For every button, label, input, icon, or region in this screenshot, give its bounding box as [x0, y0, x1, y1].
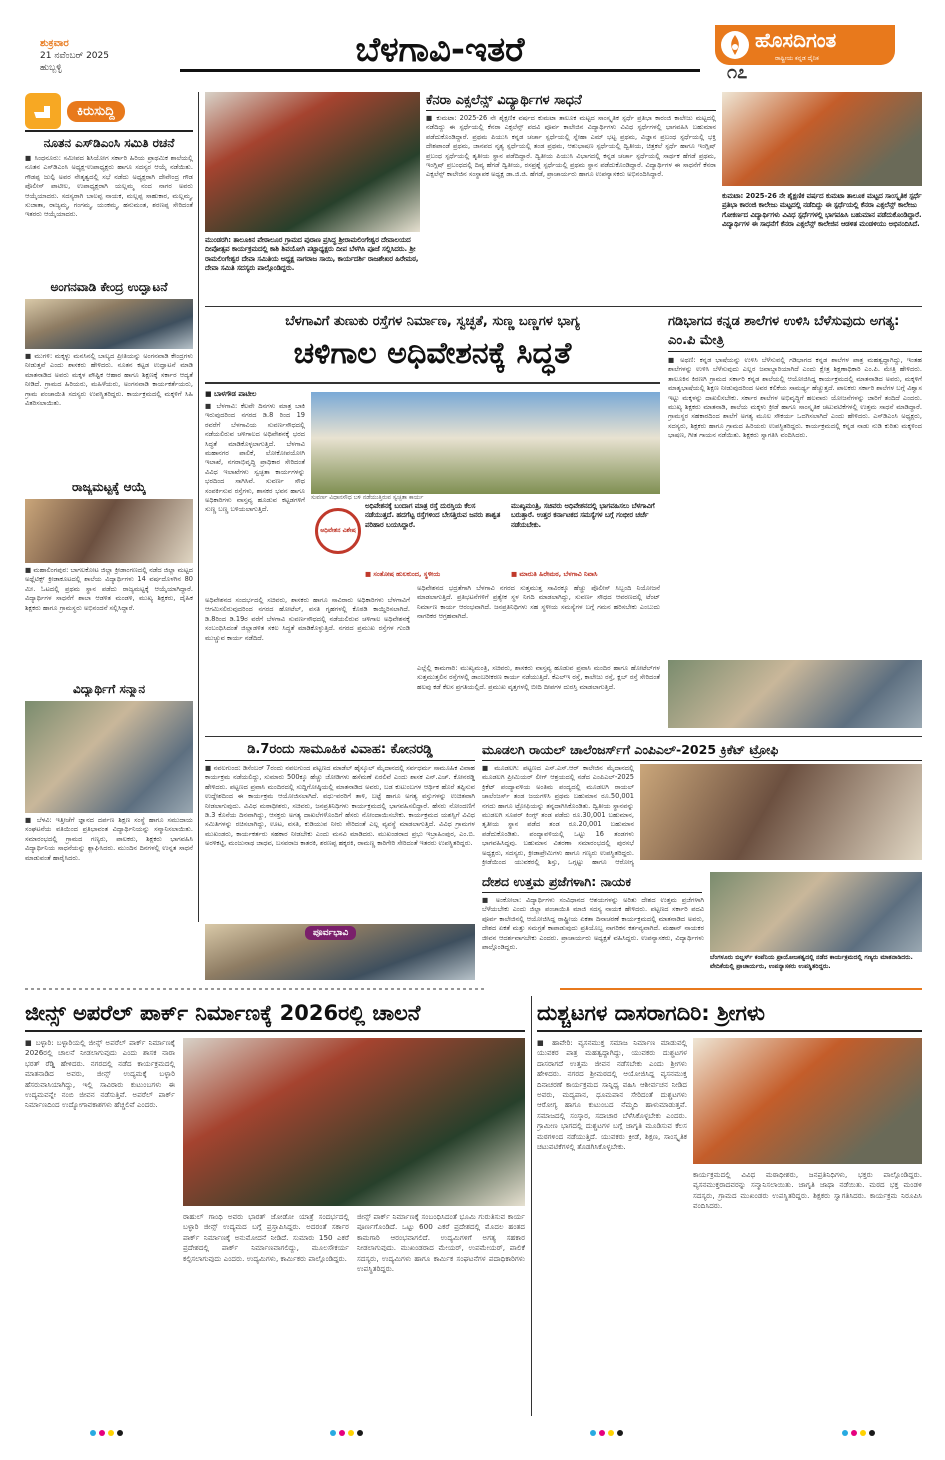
magenta-dot [599, 1430, 605, 1436]
brief-3 [25, 480, 193, 678]
brief-1 [25, 136, 193, 276]
registration-marks-center-left [330, 1430, 363, 1436]
registration-marks-center-right [590, 1430, 623, 1436]
brand-name: ಹೊಸದಿಗಂತ [755, 28, 837, 52]
temple-caption: ಮುಂಡರಗಿ: ತಾಲೂಕಿನ ಪೇಠಾಲೂರ ಗ್ರಾಮದ ಪುರಾಣ ಪ್ರಸಿದ್ಧ ಶ್ರೀರಾಮಲಿಂಗೇಶ್ವರ ದೇವಾಲಯದ ದೀಪೋತ್ಸವ ಕಾರ್ಯಕ್ರಮದಲ್ಲಿ ಕಾಶಿ ಶಿವಯೋಗಿ ಪಟ್ಟಾಧ್ಯಕ್ಷರು ದೀಪ ಬೆಳಗಿಸಿ ಪೂಜೆ ಸಲ್ಲಿಸಿದರು. ಶ್ರೀ ರಾಮಲಿಂಗೇಶ್ವರ ದೇವಾ ಸಮಿತಿಯ ಅಧ್ಯಕ್ಷ ನಾಗರಾಜ ಸಾಯಿ, ಕಾರ್ಯದರ್ಶಿ ರಾಜಶೇಖರ ಹಿರೇಮಠ, ದೇವಾ ಸಮಿತಿ ಸದಸ್ಯರು ಪಾಲ್ಗೊಂಡಿದ್ದರು. [205, 236, 419, 273]
magenta-dot [99, 1430, 105, 1436]
jeans-body-2: ರಾಹುಲ್ ಗಾಂಧಿ ಅವರು ಭಾರತ್ ಜೋಡೋ ಯಾತ್ರೆ ಸಂದರ್ಭದಲ್ಲಿ ಬಳ್ಳಾರಿ ಜೀನ್ಸ್ ಉದ್ಯಮದ ಬಗ್ಗೆ ಪ್ರಸ್ತಾಪಿಸಿದ್ದರು. ಅದರಂತೆ ಸರ್ಕಾರ ಪಾರ್ಕ್ ನಿರ್ಮಾಣಕ್ಕೆ ಅನುಮೋದನೆ ನೀಡಿದೆ. ಸುಮಾರು 150 ಎಕರೆ ಪ್ರದೇಶದಲ್ಲಿ ಪಾರ್ಕ್ ನಿರ್ಮಾಣವಾಗಲಿದ್ದು, ಮೂಲಸೌಕರ್ಯ ಕಲ್ಪಿಸಲಾಗುವುದು ಎಂದರು. ಉದ್ಯಮಿಗಳು, ಕಾರ್ಮಿಕರು ಪಾಲ್ಗೊಂಡಿದ್ದರು. [183, 1212, 349, 1263]
yellow-dot [108, 1430, 114, 1436]
canara-story [426, 92, 716, 302]
quote-2: ಮುಖ್ಯಮಂತ್ರಿ, ಸಚಿವರು ಅಧಿವೇಶನದಲ್ಲಿ ಭಾಗವಹಿಸಲು ಬೆಳಗಾವಿಗೆ ಬರುತ್ತಾರೆ. ಉತ್ತರ ಕರ್ನಾಟಕದ ಸಮಸ್ಯೆಗಳ ಬಗ್ಗೆ ಗಂಭೀರ ಚರ್ಚೆ ನಡೆಯಬೇಕು. [511, 502, 655, 529]
nayaka-story [482, 872, 922, 980]
athletes-photo [25, 499, 193, 563]
cyan-dot [330, 1430, 336, 1436]
cyan-dot [842, 1430, 848, 1436]
cyan-dot [590, 1430, 596, 1436]
kirusuddi-column [25, 92, 193, 922]
canara-photo-block [722, 92, 922, 302]
schools-headline: ಗಡಿಭಾಗದ ಕನ್ನಡ ಶಾಲೆಗಳ ಉಳಿಸಿ ಬೆಳೆಸುವುದು ಅಗತ್ಯ: ಎಂ.ಪಿ ಮೇತ್ರಿ [668, 312, 922, 352]
jeans-headline: ಜೀನ್ಸ್ ಅಪರೆಲ್ ಪಾರ್ಕ್ ನಿರ್ಮಾಣಕ್ಕೆ 2026ರಲ್ಲಿ ಚಾಲನೆ [25, 996, 525, 1032]
brief-headline: ಅಂಗನವಾಡಿ ಕೇಂದ್ರ ಉದ್ಘಾಟನೆ [50, 280, 168, 294]
emblem-badge [315, 508, 361, 554]
headline-rule [205, 382, 660, 384]
lead-body-1: ■ ಬೆಳಗಾವಿ: ಕೆಲವೇ ದಿನಗಳು ಮಾತ್ರ ಬಾಕಿ ಇರುವುದರಿಂದ ನಗರದ ಡಿ.8 ರಿಂದ 19 ರವರೆಗೆ ಬೆಳಗಾವಿಯ ಸುವರ್ಣಸೌಧದಲ್ಲಿ ನಡೆಯಲಿರುವ ಚಳಿಗಾಲದ ಅಧಿವೇಶನಕ್ಕೆ ಭರದ ಸಿದ್ಧತೆ ಮಾಡಿಕೊಳ್ಳಲಾಗುತ್ತಿದೆ. ಬೆಳಗಾವಿ ಮಹಾನಗರ ಪಾಲಿಕೆ, ಲೋಕೋಪಯೋಗಿ ಇಲಾಖೆ, ನಗರಾಭಿವೃದ್ಧಿ ಪ್ರಾಧಿಕಾರ ಸೇರಿದಂತೆ ವಿವಿಧ ಇಲಾಖೆಗಳು ಸ್ವಚ್ಛತಾ ಕಾರ್ಯಗಳನ್ನು ಭರದಿಂದ ಸಾಗಿಸಿವೆ. ಸುವರ್ಣ ಸೌಧ ಸಂಪರ್ಕಿಸುವ ರಸ್ತೆಗಳು, ಶಾಸಕರ ಭವನ ಹಾಗೂ ಅಧಿಕಾರಿಗಳು ವಾಸ್ತವ್ಯ ಹೂಡುವ ಕಟ್ಟಡಗಳಿಗೆ ಸುಣ್ಣ ಬಣ್ಣ ಬಳಿಯಲಾಗುತ್ತಿದೆ. [205, 402, 305, 514]
black-dot [869, 1430, 875, 1436]
brief-body: ■ ಮುಗಳಿ: ಮಕ್ಕಳ್ಳು ಮನಸಿನಲ್ಲಿ ಬಾಲ್ಯದ ಪ್ರೀತಿಯನ್ನು ಅಂಗನವಾಡಿ ಕೇಂದ್ರಗಳು ನೀಡುತ್ತವೆ ಎಂದು ಶಾಸಕರು ಹೇಳಿದರು. ನೂತನ ಕಟ್ಟಡ ಉದ್ಘಾಟನೆ ಮಾಡಿ ಮಾತನಾಡಿದ ಅವರು ಮಕ್ಕಳ ಪೌಷ್ಟಿಕ ಆಹಾರ ಹಾಗೂ ಶಿಕ್ಷಣಕ್ಕೆ ಸರ್ಕಾರ ಆದ್ಯತೆ ನೀಡಿದೆ. ಗ್ರಾಮದ ಹಿರಿಯರು, ಮಹಿಳೆಯರು, ಅಂಗನವಾಡಿ ಕಾರ್ಯಕರ್ತೆಯರು, ಗ್ರಾಮ ಪಂಚಾಯಿತಿ ಸದಸ್ಯರು ಉಪಸ್ಥಿತರಿದ್ದರು. ಕಾರ್ಯಕ್ರಮದಲ್ಲಿ ಮಕ್ಕಳಿಗೆ ಸಿಹಿ ವಿತರಿಸಲಾಯಿತು. [25, 352, 193, 408]
nayaka-headline: ದೇಶದ ಉತ್ತಮ ಪ್ರಜೆಗಳಾಗಿ: ನಾಯಕ [482, 872, 702, 893]
sri-body-1: ■ ಹಾವೇರಿ: ವ್ಯಸನಮುಕ್ತ ಸಮಾಜ ನಿರ್ಮಾಣ ಮಾಡುವಲ್ಲಿ ಯುವಕರ ಪಾತ್ರ ಮಹತ್ವದ್ದಾಗಿದ್ದು, ಯುವಕರು ದುಶ್ಚಟಗಳ ದಾಸರಾಗದೆ ಉತ್ತಮ ಜೀವನ ನಡೆಸಬೇಕು ಎಂದು ಶ್ರೀಗಳು ಹೇಳಿದರು. ನಗರದ ಶ್ರೀಮಠದಲ್ಲಿ ಆಯೋಜಿಸಿದ್ದ ವ್ಯಸನಮುಕ್ತ ದಿನಾಚರಣೆ ಕಾರ್ಯಕ್ರಮದ ಸಾನ್ನಿಧ್ಯ ವಹಿಸಿ ಆಶೀರ್ವಚನ ನೀಡಿದ ಅವರು, ಮದ್ಯಪಾನ, ಧೂಮಪಾನ ಸೇರಿದಂತೆ ದುಶ್ಚಟಗಳು ಆರೋಗ್ಯ ಹಾಗೂ ಕುಟುಂಬದ ನೆಮ್ಮದಿ ಹಾಳುಮಾಡುತ್ತವೆ. ಸಮಾಜದಲ್ಲಿ ಸಂಸ್ಕಾರ, ಸದಾಚಾರ ಬೆಳೆಸಿಕೊಳ್ಳಬೇಕು ಎಂದರು. ಗ್ರಾಮೀಣ ಭಾಗದಲ್ಲಿ ದುಶ್ಚಟಗಳ ಬಗ್ಗೆ ಜಾಗೃತಿ ಮೂಡಿಸುವ ಕೆಲಸ ಮಠಗಳಿಂದ ನಡೆಯುತ್ತಿದೆ. ಯುವಕರು ಕ್ರೀಡೆ, ಶಿಕ್ಷಣ, ಸಾಂಸ್ಕೃತಿಕ ಚಟುವಟಿಕೆಗಳಲ್ಲಿ ತೊಡಗಿಸಿಕೊಳ್ಳಬೇಕು. [537, 1038, 687, 1152]
lead-story [205, 312, 660, 732]
nayaka-photo [710, 872, 922, 952]
dateline-city: ಹುಬ್ಬಳ್ಳಿ [40, 63, 62, 73]
marriage-photo-block [205, 924, 475, 980]
canara-caption: ಕುಮಟಾ: 2025-26 ನೇ ಶೈಕ್ಷಣಿಕ ವರ್ಷದ ಕುಮಟಾ ತಾಲೂಕ ಮಟ್ಟದ ಸಾಂಸ್ಕೃತಿಕ ಸ್ಪರ್ಧೆ ಪ್ರತಿಭಾ ಕಾರಂಜಿ ಕಾಲೇಜು ಮಟ್ಟದಲ್ಲಿ ನಡೆದಿದ್ದು ಈ ಸ್ಪರ್ಧೆಯಲ್ಲಿ ಕೆನರಾ ಎಕ್ಸಲೆನ್ಸ್ ಕಾಲೇಜು ಗೋಕರ್ಣದ ವಿದ್ಯಾರ್ಥಿಗಳು ವಿವಿಧ ಸ್ಪರ್ಧೆಗಳಲ್ಲಿ ಭಾಗವಹಿಸಿ ಬಹುಮಾನ ಪಡೆದುಕೊಂಡಿದ್ದಾರೆ. ವಿದ್ಯಾರ್ಥಿಗಳ ಈ ಸಾಧನೆಗೆ ಕೆನರಾ ಎಕ್ಸಲೆನ್ಸ್ ಕಾಲೇಜಿನ ಆಡಳಿತ ಮಂಡಳಿಯು ಅಭಿನಂದಿಸಿದೆ. [722, 192, 922, 229]
cricket-story [482, 740, 922, 866]
lead-byline: ■ ಬಾಳಗೌಡ ಪಾಟೀಲ [205, 390, 257, 398]
kirusuddi-title: ಕಿರುಸುದ್ದಿ [67, 101, 125, 122]
cricket-body: ■ ಮೂಡಲಗಿ: ಪಟ್ಟಣದ ಎಸ್.ಎಸ್.ಆರ್ ಕಾಲೇಜಿನ ಮೈದಾನದಲ್ಲಿ ಮೂಡಲಗಿ ಪ್ರೀಮಿಯರ್ ಲೀಗ್ ಆಶ್ರಯದಲ್ಲಿ ನಡೆದ ಎಂಪಿಎಲ್-2025 ಕ್ರಿಕೆಟ್ ಪಂದ್ಯಾವಳಿಯ ಅಂತಿಮ ಪಂದ್ಯದಲ್ಲಿ ಮೂಡಲಗಿ ರಾಯಲ್ ಚಾಲೆಂಜರ್ಸ್ ತಂಡ ಜಯಗಳಿಸಿ ಪ್ರಥಮ ಬಹುಮಾನ ರೂ.50,001 ನಗದು ಹಾಗೂ ಟ್ರೋಫಿಯನ್ನು ತನ್ನದಾಗಿಸಿಕೊಂಡಿತು. ದ್ವಿತೀಯ ಸ್ಥಾನವನ್ನು ಮುಡಲಗಿ ಸೂಪರ್ ಕಿಂಗ್ಸ್ ತಂಡ ಪಡೆದು ರೂ.30,001 ಬಹುಮಾನ, ತೃತೀಯ ಸ್ಥಾನ ಪಡೆದ ತಂಡ ರೂ.20,001 ಬಹುಮಾನ ಪಡೆದುಕೊಂಡಿತು. ಪಂದ್ಯಾವಳಿಯಲ್ಲಿ ಒಟ್ಟು 16 ತಂಡಗಳು ಭಾಗವಹಿಸಿದ್ದವು. ಬಹುಮಾನ ವಿತರಣಾ ಸಮಾರಂಭದಲ್ಲಿ ಪುರಸಭೆ ಅಧ್ಯಕ್ಷರು, ಸದಸ್ಯರು, ಕ್ರೀಡಾಪ್ರೇಮಿಗಳು ಹಾಗೂ ಗಣ್ಯರು ಉಪಸ್ಥಿತರಿದ್ದರು. ಕ್ರೀಡೆಯಿಂದ ಯುವಕರಲ್ಲಿ ಶಿಸ್ತು, ಒಗ್ಗಟ್ಟು ಹಾಗೂ ಆರೋಗ್ಯ [482, 764, 634, 867]
brand-logo-icon [721, 31, 749, 59]
registration-marks-right [842, 1430, 875, 1436]
registration-marks-left [90, 1430, 123, 1436]
yellow-dot [860, 1430, 866, 1436]
marriage-photo [205, 924, 475, 980]
nayaka-caption: ಬೆಂಗಳೂರು ಬಿಲ್ಡರ್ಸ್ ಕಂಪೆನಿಯ ಪ್ರಾಯೋಜಕತ್ವದಲ್ಲಿ ನಡೆದ ಕಾರ್ಯಕ್ರಮದಲ್ಲಿ ಗಣ್ಯರು ಮಾತನಾಡಿದರು. ವೇದಿಕೆಯಲ್ಲಿ ಪ್ರಾಚಾರ್ಯರು, ಉಪನ್ಯಾಸಕರು ಉಪಸ್ಥಿತರಿದ್ದರು. [710, 954, 913, 970]
lead-kicker: ಬೆಳಗಾವಿಗೆ ತುಣುಕು ರಸ್ತೆಗಳ ನಿರ್ಮಾಣ, ಸ್ವಚ್ಛತೆ, ಸುಣ್ಣ ಬಣ್ಣಗಳ ಭಾಗ್ಯ [285, 314, 580, 329]
kirusuddi-header [25, 92, 193, 132]
magenta-dot [851, 1430, 857, 1436]
schools-body: ■ ಅಥಣಿ: ಕನ್ನಡ ಭಾಷೆಯನ್ನು ಉಳಿಸಿ ಬೆಳೆಸುವಲ್ಲಿ ಗಡಿಭಾಗದ ಕನ್ನಡ ಶಾಲೆಗಳ ಪಾತ್ರ ಮಹತ್ವದ್ದಾಗಿದ್ದು, ಇಂತಹ ಶಾಲೆಗಳನ್ನು ಉಳಿಸಿ ಬೆಳೆಸುವುದು ಎಲ್ಲರ ಜವಾಬ್ದಾರಿಯಾಗಿದೆ ಎಂದು ಕ್ಷೇತ್ರ ಶಿಕ್ಷಣಾಧಿಕಾರಿ ಎಂ.ಪಿ. ಮೇತ್ರಿ ಹೇಳಿದರು. ತಾಲೂಕಿನ ಕಿರಣಗಿ ಗ್ರಾಮದ ಸರ್ಕಾರಿ ಕನ್ನಡ ಶಾಲೆಯಲ್ಲಿ ಆಯೋಜಿಸಿದ್ದ ಕಾರ್ಯಕ್ರಮದಲ್ಲಿ ಮಾತನಾಡಿದ ಅವರು, ಮಕ್ಕಳಿಗೆ ಮಾತೃಭಾಷೆಯಲ್ಲಿ ಶಿಕ್ಷಣ ನೀಡುವುದರಿಂದ ಅವರ ಕಲಿಕೆಯ ಸಾಮರ್ಥ್ಯ ಹೆಚ್ಚುತ್ತದೆ. ಪಾಲಕರು ಸರ್ಕಾರಿ ಶಾಲೆಗಳ ಬಗ್ಗೆ ವಿಶ್ವಾಸ ಇಟ್ಟು ಮಕ್ಕಳನ್ನು ದಾಖಲಿಸಬೇಕು. ಸರ್ಕಾರ ಶಾಲೆಗಳ ಅಭಿವೃದ್ಧಿಗೆ ಹಲವಾರು ಯೋಜನೆಗಳನ್ನು ಜಾರಿಗೆ ತಂದಿದೆ ಎಂದರು. ಮುಖ್ಯ ಶಿಕ್ಷಕರು ಮಾತನಾಡಿ, ಶಾಲೆಯ ಮಕ್ಕಳು ಕ್ರೀಡೆ ಹಾಗೂ ಸಾಂಸ್ಕೃತಿಕ ಚಟುವಟಿಕೆಗಳಲ್ಲಿ ಉತ್ತಮ ಸಾಧನೆ ಮಾಡಿದ್ದಾರೆ. ಗ್ರಾಮಸ್ಥರ ಸಹಕಾರದಿಂದ ಶಾಲೆಗೆ ಅಗತ್ಯ ಮೂಲ ಸೌಕರ್ಯ ಒದಗಿಸಲಾಗಿದೆ ಎಂದು ಹೇಳಿದರು. ಎಸ್‌ಡಿಎಂಸಿ ಅಧ್ಯಕ್ಷರು, ಸದಸ್ಯರು, ಶಿಕ್ಷಕರು ಹಾಗೂ ಗ್ರಾಮದ ಹಿರಿಯರು ಉಪಸ್ಥಿತರಿದ್ದರು. ಕಾರ್ಯಕ್ರಮದಲ್ಲಿ ಕನ್ನಡ ನಾಡು ನುಡಿ ಕುರಿತು ಮಕ್ಕಳಿಂದ ಭಾಷಣ, ಗೀತ ಗಾಯನ ನಡೆಯಿತು. ಶಿಕ್ಷಕರು ಸ್ವಾಗತಿಸಿ ವಂದಿಸಿದರು. [668, 356, 922, 440]
brief-body: ■ ಮಹಾಲಿಂಗಪುರ: ಬಾಗಲಕೋಟ ಜಿಲ್ಲಾ ಕ್ರೀಡಾಂಗಣದಲ್ಲಿ ನಡೆದ ಜಿಲ್ಲಾ ಮಟ್ಟದ ಅಥ್ಲೆಟಿಕ್ಸ್ ಕ್ರೀಡಾಕೂಟದಲ್ಲಿ ಶಾಲೆಯ ವಿದ್ಯಾರ್ಥಿಗಳು 14 ವರ್ಷದೊಳಗಿನ 80 ಮೀ. ಓಟದಲ್ಲಿ ಪ್ರಥಮ ಸ್ಥಾನ ಪಡೆದು ರಾಜ್ಯಮಟ್ಟಕ್ಕೆ ಆಯ್ಕೆಯಾಗಿದ್ದಾರೆ. ವಿದ್ಯಾರ್ಥಿಗಳ ಸಾಧನೆಗೆ ಶಾಲಾ ಆಡಳಿತ ಮಂಡಳಿ, ಮುಖ್ಯ ಶಿಕ್ಷಕರು, ದೈಹಿಕ ಶಿಕ್ಷಕರು ಹಾಗೂ ಗ್ರಾಮಸ್ಥರು ಅಭಿನಂದನೆ ಸಲ್ಲಿಸಿದ್ದಾರೆ. [25, 566, 193, 612]
yellow-dot [608, 1430, 614, 1436]
section-title: ಬೆಳಗಾವಿ-ಇತರೆ [180, 28, 700, 72]
anganwadi-photo [25, 299, 193, 349]
temple-photo [205, 92, 420, 232]
brief-body: ■ ಸಿಂಧನೂರು: ಸಮೀಪದ ಶಿಸಿಯೋಗ ಸರ್ಕಾರಿ ಹಿರಿಯ ಪ್ರಾಥಮಿಕ ಶಾಲೆಯಲ್ಲಿ ನೂತನ ಎಸ್‌ಡಿಎಂಸಿ ಅಧ್ಯಕ್ಷ-ಉಪಾಧ್ಯಕ್ಷರು ಹಾಗೂ ಸದಸ್ಯರ ಆಯ್ಕೆ ನಡೆಯಿತು. ಗೌಡಪ್ಪ ಜುಲ್ಫಿ ಅವರ ನೇತೃತ್ವದಲ್ಲಿ ಸಭೆ ನಡೆದು ಅಧ್ಯಕ್ಷರಾಗಿ ದೇವೇಂದ್ರ ಗೌಡ ಪೊಲೀಸ್ ಪಾಟೀಲ, ಉಪಾಧ್ಯಕ್ಷರಾಗಿ ಯಲ್ಲಮ್ಮ ನಂದ ನಾಗರ ಅವರು ಆಯ್ಕೆಯಾದರು. ಸದಸ್ಯರಾಗಿ ಬಾಲಪ್ಪ ನಾಯಕ, ಮಲ್ಲಪ್ಪ ಸಾಹುಕಾರ, ಮಲ್ಲಮ್ಮ, ಸುಜಾತಾ, ರಾಜ್ಯಮ್ಮ, ಗಂಗಮ್ಮ, ಯಂಕಮ್ಮ, ಹನುಮಂತ, ಶರಣಪ್ಪ ಸೇರಿದಂತೆ ಇತರರು ಆಯ್ಕೆಯಾದರು. [25, 154, 193, 219]
dateline-date: 21 ನವೆಂಬರ್ 2025 [40, 51, 109, 61]
brand-tagline: ರಾಷ್ಟ್ರೀಯ ಕನ್ನಡ ದೈನಿಕ [775, 55, 819, 62]
cricket-headline: ಮೂಡಲಗಿ ರಾಯಲ್ ಚಾಲೆಂಜರ್ಸ್‌ಗೆ ಎಂಪಿಎಲ್-2025 ಕ್ರಿಕೆಟ್ ಟ್ರೋಫಿ [482, 740, 922, 761]
magenta-dot [339, 1430, 345, 1436]
felicitation-photo [25, 701, 193, 813]
dateline [40, 38, 170, 73]
black-dot [117, 1430, 123, 1436]
emblem-text: ಅಧಿವೇಶನ ವಿಶೇಷ [320, 527, 356, 534]
brief-headline: ನೂತನ ಎಸ್‌ಡಿಎಂಸಿ ಸಮಿತಿ ರಚನೆ [43, 136, 175, 150]
brief-2 [25, 280, 193, 476]
quote-2-by: ■ ಮಾರುತಿ ಹಿರೇಮಠ, ಬೆಳಗಾವಿ ನಿವಾಸಿ [511, 570, 598, 578]
bottom-bar-accent-2 [560, 988, 922, 990]
brief-headline: ರಾಜ್ಯಮಟ್ಟಕ್ಕೆ ಆಯ್ಕೆ [71, 480, 146, 494]
jeans-body-1: ■ ಬಳ್ಳಾರಿ: ಬಳ್ಳಾರಿಯಲ್ಲಿ ಜೀನ್ಸ್ ಅಪರೆಲ್ ಪಾರ್ಕ್ ನಿರ್ಮಾಣಕ್ಕೆ 2026ರಲ್ಲಿ ಚಾಲನೆ ನೀಡಲಾಗುವುದು ಎಂದು ಶಾಸಕ ನಾರಾ ಭರತ್ ರೆಡ್ಡಿ ಹೇಳಿದರು. ನಗರದಲ್ಲಿ ನಡೆದ ಕಾರ್ಯಕ್ರಮದಲ್ಲಿ ಮಾತನಾಡಿದ ಅವರು, ಜೀನ್ಸ್ ಉದ್ಯಮಕ್ಕೆ ಬಳ್ಳಾರಿ ಹೆಸರುವಾಸಿಯಾಗಿದ್ದು, ಇಲ್ಲಿ ಸಾವಿರಾರು ಕುಟುಂಬಗಳು ಈ ಉದ್ಯಮವನ್ನೇ ನಂಬಿ ಜೀವನ ನಡೆಸುತ್ತಿವೆ. ಅಪರೆಲ್ ಪಾರ್ಕ್ ನಿರ್ಮಾಣದಿಂದ ಉದ್ಯೋಗಾವಕಾಶಗಳು ಹೆಚ್ಚಲಿವೆ ಎಂದರು. [25, 1038, 175, 1110]
canara-headline: ಕೆನರಾ ಎಕ್ಸಲೆನ್ಸ್ ವಿದ್ಯಾರ್ಥಿಗಳ ಸಾಧನೆ [426, 92, 716, 111]
marriage-headline: ಡಿ.7ರಂದು ಸಾಮೂಹಿಕ ವಿವಾಹ: ಕೋನರಡ್ಡಿ [205, 740, 475, 761]
quote-1: ಅಧಿವೇಶನಕ್ಕೆ ಬಂದಾಗ ಮಾತ್ರ ರಸ್ತೆ ದುರಸ್ತಿಯ ಕೆಲಸ ನಡೆಯುತ್ತದೆ. ಹದಗೆಟ್ಟ ರಸ್ತೆಗಳಿಂದ ಬೇಸತ್ತಿರುವ ಜನರು ಶಾಶ್ವತ ಪರಿಹಾರ ಬಯಸಿದ್ದಾರೆ. [365, 502, 501, 529]
section-rule [205, 736, 922, 737]
sri-event-photo [693, 1038, 922, 1164]
jeans-event-photo [183, 1038, 525, 1206]
lead-body-2: ಅಧಿವೇಶನದ ಸಂದರ್ಭದಲ್ಲಿ ಸಚಿವರು, ಶಾಸಕರು ಹಾಗೂ ಸಾವಿರಾರು ಅಧಿಕಾರಿಗಳು ಬೆಳಗಾವಿಗೆ ಆಗಮಿಸಲಿರುವುದರಿಂದ ನಗರದ ಹೋಟೆಲ್, ವಸತಿ ಗೃಹಗಳಲ್ಲಿ ಕೊಠಡಿ ಕಾಯ್ದಿರಿಸಲಾಗಿದೆ. ಡಿ.8ರಿಂದ ಡಿ.19ರ ವರೆಗೆ ಬೆಳಗಾವಿ ಸುವರ್ಣಸೌಧದಲ್ಲಿ ನಡೆಯಲಿರುವ ಚಳಿಗಾಲ ಅಧಿವೇಶನಕ್ಕೆ ಸಂಬಂಧಿಸಿದಂತೆ ಜಿಲ್ಲಾಡಳಿತ ಸಕಲ ಸಿದ್ಧತೆ ಮಾಡಿಕೊಳ್ಳುತ್ತಿದೆ. ನಗರದ ಪ್ರಮುಖ ರಸ್ತೆಗಳ ಗುಂಡಿ ಮುಚ್ಚುವ ಕಾರ್ಯ ನಡೆದಿದೆ. [205, 596, 410, 642]
sri-headline: ದುಶ್ಚಟಗಳ ದಾಸರಾಗದಿರಿ: ಶ್ರೀಗಳು [537, 996, 922, 1032]
quote-1-by: ■ ಸಂತೋಷ ಹುಲಕುಂದ, ಸ್ಥಳೀಯ [365, 570, 441, 578]
canara-body: ■ ಕುಮಟಾ: 2025-26 ನೇ ಶೈಕ್ಷಣಿಕ ವರ್ಷದ ಕುಮಟಾ ತಾಲೂಕ ಮಟ್ಟದ ಸಾಂಸ್ಕೃತಿಕ ಸ್ಪರ್ಧೆ ಪ್ರತಿಭಾ ಕಾರಂಜಿ ಕಾಲೇಜು ಮಟ್ಟದಲ್ಲಿ ನಡೆದಿದ್ದು ಈ ಸ್ಪರ್ಧೆಯಲ್ಲಿ ಕೆನರಾ ಎಕ್ಸಲೆನ್ಸ್ ಪದವಿ ಪೂರ್ವ ಕಾಲೇಜಿನ ವಿದ್ಯಾರ್ಥಿಗಳು ವಿವಿಧ ಸ್ಪರ್ಧೆಗಳಲ್ಲಿ ಭಾಗವಹಿಸಿ ಬಹುಮಾನ ಪಡೆದುಕೊಂಡಿದ್ದಾರೆ. ಪ್ರಥಮ ಪಿಯುಸಿ ಕನ್ನಡ ಚರ್ಚಾ ಸ್ಪರ್ಧೆಯಲ್ಲಿ ಸ್ನೇಹಾ ಎಮ್ ಭಟ್ಟ ಪ್ರಥಮ, ವಿಜ್ಞಾನ ಪ್ರಬಂಧ ಸ್ಪರ್ಧೆಯಲ್ಲಿ ಭಕ್ತಿ ದೇಶಪಾಂಡೆ ಪ್ರಥಮ, ಜಾನಪದ ನೃತ್ಯ ಸ್ಪರ್ಧೆಯಲ್ಲಿ ತಂಡ ಪ್ರಥಮ, ಆಶುಭಾಷಣ ಸ್ಪರ್ಧೆಯಲ್ಲಿ ದ್ವಿತೀಯ, ಚಿತ್ರಕಲೆ ಸ್ಪರ್ಧೆ ಹಾಗೂ ಇಂಗ್ಲಿಷ್ ಪ್ರಬಂಧ ಸ್ಪರ್ಧೆಯಲ್ಲಿ ತೃತೀಯ ಸ್ಥಾನ ಪಡೆದಿದ್ದಾರೆ. ದ್ವಿತೀಯ ಪಿಯುಸಿ ವಿಭಾಗದಲ್ಲಿ ಕನ್ನಡ ಚರ್ಚಾ ಸ್ಪರ್ಧೆಯಲ್ಲಿ ಸಾರ್ಥಕ ಹೆಗಡೆ ಪ್ರಥಮ, ಇಂಗ್ಲಿಷ್ ಪ್ರಬಂಧದಲ್ಲಿ ದಿವ್ಯ ಹೆಗಡೆ ದ್ವಿತೀಯ, ರಸಪ್ರಶ್ನೆ ಸ್ಪರ್ಧೆಯಲ್ಲಿ ಪ್ರಥಮ ಸ್ಥಾನ ಪಡೆದುಕೊಂಡಿದ್ದಾರೆ. ವಿದ್ಯಾರ್ಥಿಗಳ ಈ ಸಾಧನೆಗೆ ಕೆನರಾ ಎಕ್ಸಲೆನ್ಸ್ ಕಾಲೇಜಿನ ಸಂಸ್ಥಾಪಕ ಅಧ್ಯಕ್ಷ ಡಾ.ಜಿ.ಜಿ. ಹೆಗಡೆ, ಪ್ರಾಚಾರ್ಯರು ಹಾಗೂ ಉಪನ್ಯಾಸಕರು ಅಭಿನಂದಿಸಿದ್ದಾರೆ. [426, 114, 716, 179]
dateline-day: ಶುಕ್ರವಾರ [40, 38, 69, 49]
sri-story [537, 996, 922, 1416]
jeans-story [25, 996, 525, 1416]
jeans-body-3: ಜೀನ್ಸ್ ಪಾರ್ಕ್ ನಿರ್ಮಾಣಕ್ಕೆ ಸಂಬಂಧಿಸಿದಂತೆ ಭೂಮಿ ಗುರುತಿಸುವ ಕಾರ್ಯ ಪೂರ್ಣಗೊಂಡಿದೆ. ಒಟ್ಟು 600 ಎಕರೆ ಪ್ರದೇಶದಲ್ಲಿ ಮೊದಲ ಹಂತದ ಕಾಮಗಾರಿ ಆರಂಭವಾಗಲಿದೆ. ಉದ್ಯಮಿಗಳಿಗೆ ಅಗತ್ಯ ಸಹಕಾರ ನೀಡಲಾಗುವುದು. ಮುಖಂಡರಾದ ಮೇಯರ್, ಉಪಮೇಯರ್, ಪಾಲಿಕೆ ಸದಸ್ಯರು, ಉದ್ಯಮಿಗಳು ಹಾಗೂ ಕಾರ್ಮಿಕ ಸಂಘಟನೆಗಳ ಪದಾಧಿಕಾರಿಗಳು ಉಪಸ್ಥಿತರಿದ್ದರು. [357, 1212, 525, 1274]
marriage-banner: ಪೂರ್ವಭಾವಿ [305, 926, 356, 940]
column-divider [531, 996, 532, 1416]
nayaka-body: ■ ಅಂಕೋಲಾ: ವಿದ್ಯಾರ್ಥಿಗಳು ಸಂವಿಧಾನದ ಆಶಯಗಳನ್ನು ಅರಿತು ದೇಶದ ಉತ್ತಮ ಪ್ರಜೆಗಳಾಗಿ ಬೆಳೆಯಬೇಕು ಎಂದು ಜಿಲ್ಲಾ ಪಂಚಾಯಿತಿ ಮಾಜಿ ಸದಸ್ಯ ನಾಯಕ ಹೇಳಿದರು. ಪಟ್ಟಣದ ಸರ್ಕಾರಿ ಪದವಿ ಪೂರ್ವ ಕಾಲೇಜಿನಲ್ಲಿ ಆಯೋಜಿಸಿದ್ದ ರಾಷ್ಟ್ರೀಯ ಏಕತಾ ದಿನಾಚರಣೆ ಕಾರ್ಯಕ್ರಮದಲ್ಲಿ ಮಾತನಾಡಿದ ಅವರು, ದೇಶದ ಏಕತೆ ಮತ್ತು ಸಮಗ್ರತೆ ಕಾಪಾಡುವುದು ಪ್ರತಿಯೊಬ್ಬ ನಾಗರಿಕನ ಕರ್ತವ್ಯವಾಗಿದೆ. ಮಹಾನ್ ನಾಯಕರ ಜೀವನ ಆದರ್ಶವಾಗಬೇಕು ಎಂದರು. ಪ್ರಾಚಾರ್ಯರು ಅಧ್ಯಕ್ಷತೆ ವಹಿಸಿದ್ದರು. ಉಪನ್ಯಾಸಕರು, ವಿದ್ಯಾರ್ಥಿಗಳು ಪಾಲ್ಗೊಂಡಿದ್ದರು. [482, 896, 704, 952]
cyan-dot [90, 1430, 96, 1436]
lead-body-3: ಅಧಿವೇಶನದ ಭದ್ರತೆಗಾಗಿ ಬೆಳಗಾವಿ ನಗರದ ಸುತ್ತಮುತ್ತ ಸಾವಿರಕ್ಕೂ ಹೆಚ್ಚು ಪೊಲೀಸ್ ಸಿಬ್ಬಂದಿ ನಿಯೋಜನೆ ಮಾಡಲಾಗುತ್ತಿದೆ. ಪ್ರತಿಭಟನೆಗಳಿಗೆ ಪ್ರತ್ಯೇಕ ಸ್ಥಳ ನಿಗದಿ ಮಾಡಲಾಗಿದ್ದು, ಸುವರ್ಣ ಸೌಧದ ಆವರಣದಲ್ಲಿ ಟೆಂಟ್ ನಿರ್ಮಾಣ ಕಾರ್ಯ ಆರಂಭವಾಗಿದೆ. ಜನಪ್ರತಿನಿಧಿಗಳು ಸಹ ಸ್ಥಳೀಯ ಸಮಸ್ಯೆಗಳ ಬಗ್ಗೆ ಗಮನ ಹರಿಸಬೇಕು ಎಂಬುದು ನಾಗರಿಕರ ಆಗ್ರಹವಾಗಿದೆ. [417, 584, 660, 621]
schools-story [668, 312, 922, 732]
canara-group-photo [722, 92, 922, 186]
column-divider [198, 92, 199, 922]
schools-photo [668, 660, 922, 728]
photo-caption: ಸುವರ್ಣ ವಿಧಾನಸೌಧ ಬಳಿ ನಡೆಯುತ್ತಿರುವ ಸ್ವಚ್ಛತಾ ಕಾರ್ಯ [311, 494, 424, 501]
brief-body: ■ ಬೆಳವಿ: ಇತ್ತೀಚೆಗೆ ಜ್ಞಾನದ ದರ್ಪಣ ಶಿಕ್ಷಣ ಸಂಸ್ಥೆ ಹಾಗೂ ಸಮುದಾಯ ಸಂಘಟನೆಯ ವತಿಯಿಂದ ಪ್ರತಿಭಾವಂತ ವಿದ್ಯಾರ್ಥಿನಿಯನ್ನು ಸನ್ಮಾನಿಸಲಾಯಿತು. ಸಮಾರಂಭದಲ್ಲಿ ಗ್ರಾಮದ ಗಣ್ಯರು, ಪಾಲಕರು, ಶಿಕ್ಷಕರು ಭಾಗವಹಿಸಿ ವಿದ್ಯಾರ್ಥಿನಿಯ ಸಾಧನೆಯನ್ನು ಶ್ಲಾಘಿಸಿದರು. ಮುಂದಿನ ದಿನಗಳಲ್ಲಿ ಉನ್ನತ ಸಾಧನೆ ಮಾಡುವಂತೆ ಹಾರೈಸಿದರು. [25, 816, 193, 862]
temple-story [205, 92, 420, 302]
section-rule [205, 306, 922, 307]
black-dot [617, 1430, 623, 1436]
bottom-bar-accent [25, 988, 485, 990]
brief-4 [25, 682, 193, 920]
yellow-dot [348, 1430, 354, 1436]
brand-box [715, 25, 895, 65]
pointing-hand-icon [25, 93, 61, 129]
page-number: ೧೭ [727, 62, 748, 83]
black-dot [357, 1430, 363, 1436]
brief-headline: ವಿದ್ಯಾರ್ಥಿಗೆ ಸನ್ಮಾನ [72, 682, 146, 696]
masthead [0, 0, 945, 88]
lead-body-4: ಎಲ್ಲೆಲ್ಲಿ ಕಾಮಗಾರಿ: ಮುಖ್ಯಮಂತ್ರಿ, ಸಚಿವರು, ಶಾಸಕರು ವಾಸ್ತವ್ಯ ಹೂಡುವ ಪ್ರವಾಸಿ ಮಂದಿರ ಹಾಗೂ ಹೋಟೆಲ್‌ಗಳ ಸುತ್ತಮುತ್ತಲಿನ ರಸ್ತೆಗಳಲ್ಲಿ ಡಾಂಬರೀಕರಣ ಕಾರ್ಯ ನಡೆಯುತ್ತಿದೆ. ಕೆಎಲ್‌ಇ ರಸ್ತೆ, ಕಾಲೇಜು ರಸ್ತೆ, ಕ್ಲಬ್ ರಸ್ತೆ ಸೇರಿದಂತೆ ಹಲವು ಕಡೆ ಕೆಲಸ ಪ್ರಗತಿಯಲ್ಲಿದೆ. ಪ್ರಮುಖ ವೃತ್ತಗಳಲ್ಲಿ ಬೀದಿ ದೀಪಗಳ ದುರಸ್ತಿ ಮಾಡಲಾಗುತ್ತಿದೆ. [417, 664, 660, 691]
cricket-team-photo [640, 764, 922, 860]
lead-headline: ಚಳಿಗಾಲ ಅಧಿವೇಶನಕ್ಕೆ ಸಿದ್ಧತೆ [293, 336, 572, 371]
marriage-body: ■ ನವಲಗುಂದ: ಡಿಸೆಂಬರ್ 7ರಂದು ನವಲಗುಂದ ಪಟ್ಟಣದ ಮಾಡೆಲ್ ಹೈಸ್ಕೂಲ್ ಮೈದಾನದಲ್ಲಿ ಸರ್ವಧರ್ಮ ಸಾಮೂಹಿಕ ವಿವಾಹ ಕಾರ್ಯಕ್ರಮ ನಡೆಯಲಿದ್ದು, ಸುಮಾರು 500ಕ್ಕೂ ಹೆಚ್ಚು ಜೋಡಿಗಳು ಹಸೆಮಣೆ ಏರಲಿವೆ ಎಂದು ಶಾಸಕ ಎನ್.ಎಚ್. ಕೋನರಡ್ಡಿ ಹೇಳಿದರು. ಪಟ್ಟಣದ ಪ್ರವಾಸಿ ಮಂದಿರದಲ್ಲಿ ಸುದ್ದಿಗೋಷ್ಠಿಯಲ್ಲಿ ಮಾತನಾಡಿದ ಅವರು, ಬಡ ಕುಟುಂಬಗಳ ಆರ್ಥಿಕ ಹೊರೆ ತಪ್ಪಿಸುವ ಉದ್ದೇಶದಿಂದ ಈ ಕಾರ್ಯಕ್ರಮ ಆಯೋಜಿಸಲಾಗಿದೆ. ವಧು-ವರರಿಗೆ ತಾಳಿ, ಬಟ್ಟೆ ಹಾಗೂ ಅಗತ್ಯ ವಸ್ತುಗಳನ್ನು ಉಚಿತವಾಗಿ ನೀಡಲಾಗುವುದು. ವಿವಿಧ ಮಠಾಧೀಶರು, ಸಚಿವರು, ಜನಪ್ರತಿನಿಧಿಗಳು ಕಾರ್ಯಕ್ರಮದಲ್ಲಿ ಭಾಗವಹಿಸಲಿದ್ದಾರೆ. ಹೆಸರು ನೋಂದಣಿಗೆ ಡಿ.3 ಕೊನೆಯ ದಿನವಾಗಿದ್ದು, ಆಸಕ್ತರು ಅಗತ್ಯ ದಾಖಲೆಗಳೊಂದಿಗೆ ಹೆಸರು ನೋಂದಾಯಿಸಬೇಕು. ಕಾರ್ಯಕ್ರಮದ ಯಶಸ್ಸಿಗೆ ವಿವಿಧ ಸಮಿತಿಗಳನ್ನು ರಚಿಸಲಾಗಿದ್ದು, ಊಟ, ವಸತಿ, ಕುಡಿಯುವ ನೀರು ಸೇರಿದಂತೆ ಎಲ್ಲ ವ್ಯವಸ್ಥೆ ಮಾಡಲಾಗುತ್ತಿದೆ. ವಿವಿಧ ಗ್ರಾಮಗಳ ಮುಖಂಡರು, ಕಾರ್ಯಕರ್ತರು ಸಹಕಾರ ನೀಡಬೇಕು ಎಂದು ಮನವಿ ಮಾಡಿದರು. ಮುಖಂಡರಾದ ಪ್ರಭು ಇಬ್ರಾಹಿಂಪುರ, ಎಂ.ಬಿ. ಅರಳಿಕಟ್ಟಿ, ಮಂಜುನಾಥ ಜಾಧವ, ಬಸವರಾಜ ಕಾತರಕಿ, ಶರಣಪ್ಪ ಹಕ್ಕರಕಿ, ರಾಮಣ್ಣ ಕಾರಿಗೇರಿ ಸೇರಿದಂತೆ ಇತರರು ಉಪಸ್ಥಿತರಿದ್ದರು. [205, 764, 475, 848]
suvarna-soudha-photo [311, 392, 660, 494]
sri-body-2: ಕಾರ್ಯಕ್ರಮದಲ್ಲಿ ವಿವಿಧ ಮಠಾಧೀಶರು, ಜನಪ್ರತಿನಿಧಿಗಳು, ಭಕ್ತರು ಪಾಲ್ಗೊಂಡಿದ್ದರು. ವ್ಯಸನಮುಕ್ತರಾದವರನ್ನು ಸನ್ಮಾನಿಸಲಾಯಿತು. ಜಾಗೃತಿ ಜಾಥಾ ನಡೆಯಿತು. ಮಠದ ಭಕ್ತ ಮಂಡಳಿ ಸದಸ್ಯರು, ಗ್ರಾಮದ ಮುಖಂಡರು ಉಪಸ್ಥಿತರಿದ್ದರು. ಶಿಕ್ಷಕರು ಸ್ವಾಗತಿಸಿದರು. ಕಾರ್ಯಕ್ರಮ ನಿರೂಪಿಸಿ ವಂದಿಸಿದರು. [693, 1170, 922, 1211]
marriage-story [205, 740, 475, 922]
